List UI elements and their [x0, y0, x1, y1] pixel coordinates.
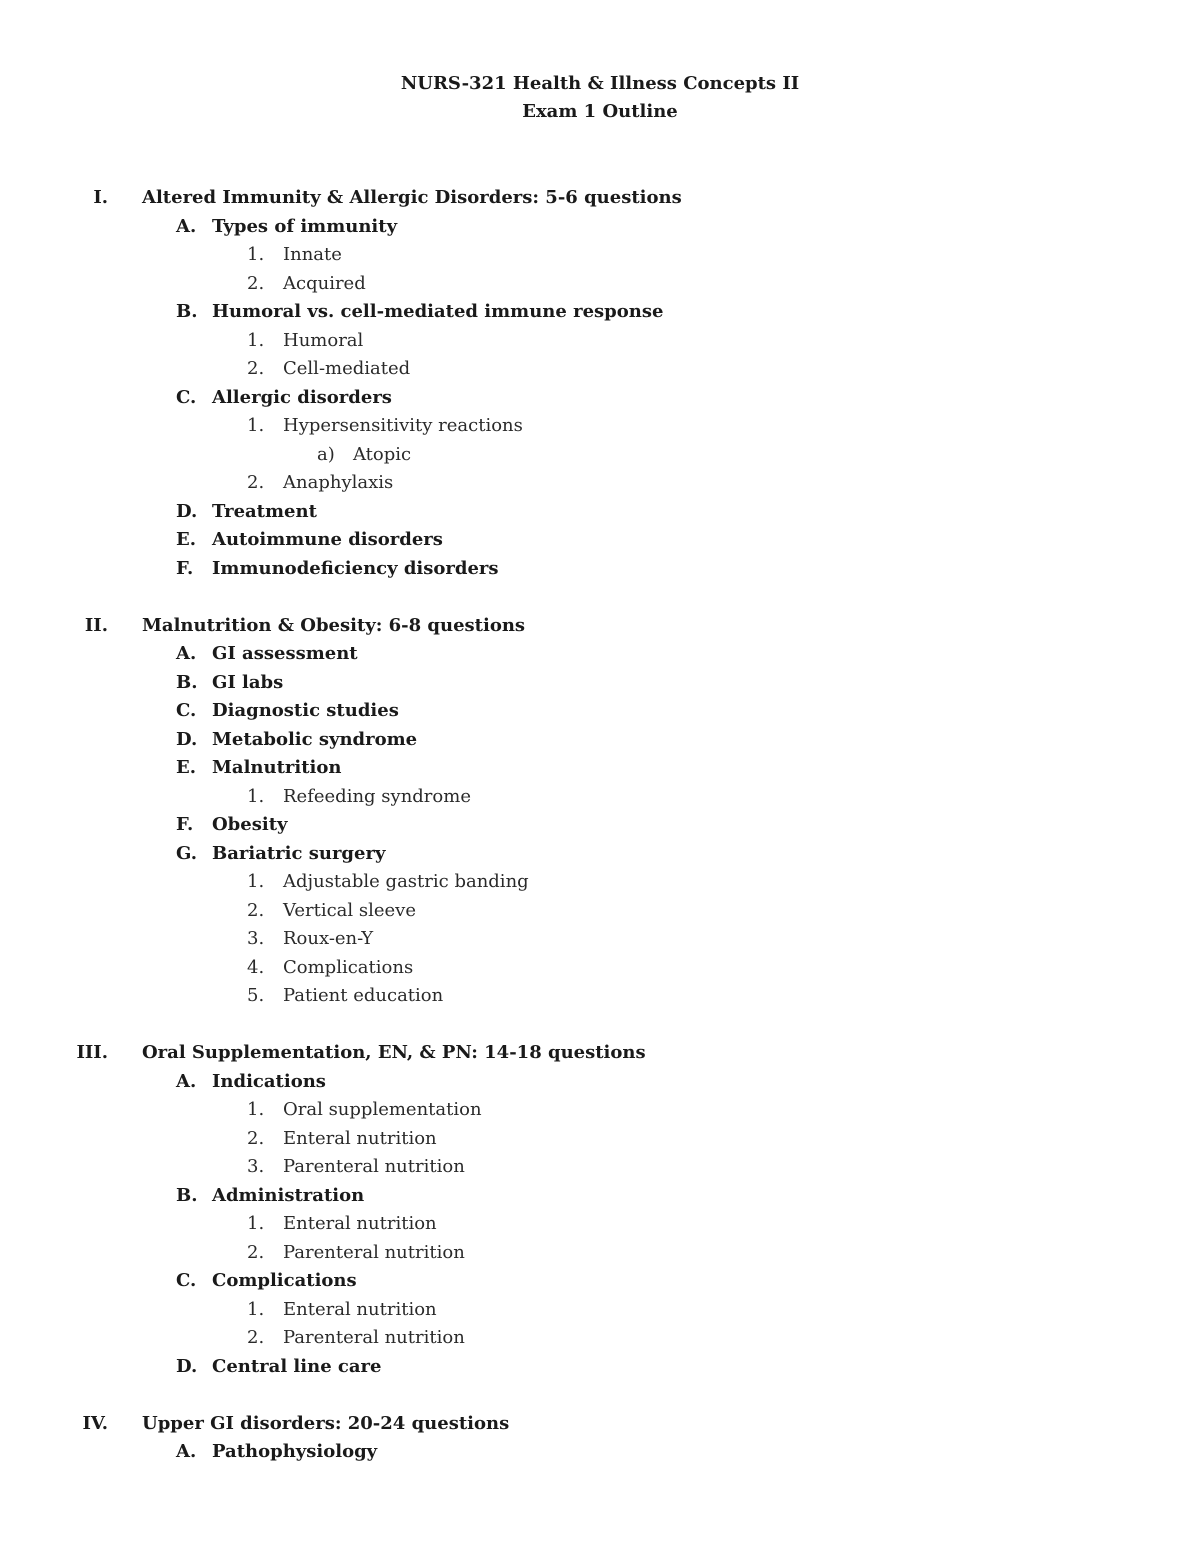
outline-label: Malnutrition & Obesity: 6-8 questions [142, 614, 526, 636]
outline-label: Indications [212, 1070, 326, 1092]
outline-label: Bariatric surgery [212, 842, 386, 864]
outline-number: I. [93, 187, 108, 208]
outline-label: Vertical sleeve [283, 899, 417, 921]
outline-number: D. [176, 1355, 198, 1377]
outline-number: A. [176, 1070, 197, 1092]
section-heading [0, 1039, 1200, 1068]
outline-label: GI labs [212, 671, 284, 693]
outline-label: Oral supplementation [283, 1099, 482, 1120]
subtopic-item [0, 868, 1200, 897]
outline-number: A. [176, 643, 197, 664]
topic-item [0, 384, 1200, 413]
outline-number: 1. [247, 1099, 265, 1120]
outline-number: 1. [247, 785, 265, 807]
outline-number: G. [176, 842, 197, 864]
subtopic-item [0, 1096, 1200, 1125]
outline-label: Complications [283, 956, 414, 978]
outline-label: Refeeding syndrome [283, 785, 471, 807]
topic-item [0, 811, 1200, 840]
outline-number: 1. [247, 244, 265, 265]
outline-number: II. [84, 614, 108, 636]
outline-number: 1. [247, 415, 265, 436]
outline-label: Autoimmune disorders [212, 529, 443, 550]
outline-label: Upper GI disorders: 20-24 questions [142, 1412, 510, 1434]
outline-label: Enteral nutrition [283, 1127, 437, 1149]
topic-item [0, 526, 1200, 555]
topic-item [0, 726, 1200, 755]
outline-label: GI assessment [212, 643, 358, 664]
subtopic-item [0, 954, 1200, 983]
detail-item [0, 441, 1200, 470]
subtopic-item [0, 270, 1200, 299]
subtopic-item [0, 1210, 1200, 1239]
outline-number: a) [317, 443, 335, 465]
topic-item [0, 1068, 1200, 1097]
outline-label: Adjustable gastric banding [283, 871, 529, 892]
outline-label: Innate [283, 244, 342, 265]
section-heading [0, 612, 1200, 641]
section-heading [0, 1410, 1200, 1439]
topic-item [0, 555, 1200, 584]
outline-label: Parenteral nutrition [283, 1327, 465, 1348]
topic-item [0, 840, 1200, 869]
outline-number: 2. [247, 272, 265, 294]
topic-item [0, 669, 1200, 698]
subtopic-item [0, 783, 1200, 812]
outline-number: B. [176, 301, 198, 322]
outline-label: Hypersensitivity reactions [283, 415, 523, 436]
outline-label: Altered Immunity & Allergic Disorders: 5-6 questions [142, 187, 682, 208]
subtopic-item [0, 469, 1200, 498]
outline-number: F. [176, 814, 194, 835]
outline-number: B. [176, 1184, 198, 1206]
outline-number: 1. [247, 1213, 265, 1234]
outline-number: III. [76, 1042, 108, 1063]
outline-number: 1. [247, 871, 265, 892]
outline-label: Central line care [212, 1355, 382, 1377]
subtopic-item [0, 1125, 1200, 1154]
outline-label: Malnutrition [212, 757, 342, 778]
subtopic-item [0, 1239, 1200, 1268]
topic-item [0, 754, 1200, 783]
outline-label: Anaphylaxis [283, 472, 394, 493]
document-subtitle: Exam 1 Outline [522, 101, 678, 122]
outline-number: E. [176, 757, 196, 778]
outline-number: IV. [82, 1412, 108, 1434]
outline-label: Roux-en-Y [283, 928, 374, 949]
outline-number: 4. [247, 956, 265, 978]
outline-number: 2. [247, 1327, 265, 1348]
topic-item [0, 498, 1200, 527]
outline-number: E. [176, 529, 196, 550]
outline-number: F. [176, 557, 194, 579]
outline-label: Oral Supplementation, EN, & PN: 14-18 questions [142, 1042, 646, 1063]
outline-label: Treatment [212, 500, 317, 522]
outline-label: Parenteral nutrition [283, 1156, 465, 1177]
outline-label: Enteral nutrition [283, 1298, 437, 1320]
outline-number: 1. [247, 1298, 265, 1320]
outline-number: D. [176, 500, 198, 522]
outline-label: Parenteral nutrition [283, 1241, 465, 1263]
subtopic-item [0, 897, 1200, 926]
outline-label: Allergic disorders [212, 386, 392, 408]
outline-number: 1. [247, 329, 265, 351]
outline-label: Humoral vs. cell-mediated immune response [212, 301, 664, 322]
outline-label: Acquired [283, 272, 366, 294]
subtopic-item [0, 412, 1200, 441]
outline-label: Types of immunity [212, 215, 398, 237]
subtopic-item [0, 355, 1200, 384]
section-spacer [0, 1381, 1200, 1410]
course-title: NURS-321 Health & Illness Concepts II [400, 73, 800, 94]
outline-number: C. [176, 700, 197, 721]
subtopic-item [0, 925, 1200, 954]
outline-label: Patient education [283, 985, 444, 1006]
outline-number: B. [176, 671, 198, 693]
outline-number: 3. [247, 928, 265, 949]
exam-outline [0, 184, 1200, 1467]
topic-item [0, 1182, 1200, 1211]
outline-number: 5. [247, 985, 265, 1006]
subtopic-item [0, 241, 1200, 270]
section-heading [0, 184, 1200, 213]
outline-label: Diagnostic studies [212, 700, 399, 721]
outline-label: Complications [212, 1270, 357, 1291]
topic-item [0, 697, 1200, 726]
subtopic-item [0, 1153, 1200, 1182]
subtopic-item [0, 982, 1200, 1011]
topic-item [0, 1267, 1200, 1296]
section-spacer [0, 583, 1200, 612]
outline-label: Administration [212, 1184, 365, 1206]
topic-item [0, 298, 1200, 327]
outline-number: 2. [247, 472, 265, 493]
subtopic-item [0, 327, 1200, 356]
outline-label: Metabolic syndrome [212, 728, 418, 750]
outline-number: 3. [247, 1156, 265, 1177]
subtopic-item [0, 1324, 1200, 1353]
outline-label: Cell-mediated [283, 358, 411, 379]
subtopic-item [0, 1296, 1200, 1325]
outline-number: C. [176, 386, 197, 408]
outline-number: 2. [247, 358, 265, 379]
outline-number: 2. [247, 1127, 265, 1149]
outline-number: 2. [247, 899, 265, 921]
outline-number: D. [176, 728, 198, 750]
outline-label: Immunodeficiency disorders [212, 557, 499, 579]
outline-label: Obesity [212, 814, 288, 835]
topic-item [0, 213, 1200, 242]
topic-item [0, 1353, 1200, 1382]
topic-item [0, 640, 1200, 669]
outline-label: Enteral nutrition [283, 1213, 437, 1234]
document-header [0, 70, 1200, 126]
outline-label: Atopic [353, 443, 412, 465]
outline-number: A. [176, 1441, 197, 1462]
outline-label: Pathophysiology [212, 1441, 378, 1462]
section-spacer [0, 1011, 1200, 1040]
outline-number: C. [176, 1270, 197, 1291]
outline-label: Humoral [283, 329, 364, 351]
topic-item [0, 1438, 1200, 1467]
outline-number: A. [176, 215, 197, 237]
outline-number: 2. [247, 1241, 265, 1263]
